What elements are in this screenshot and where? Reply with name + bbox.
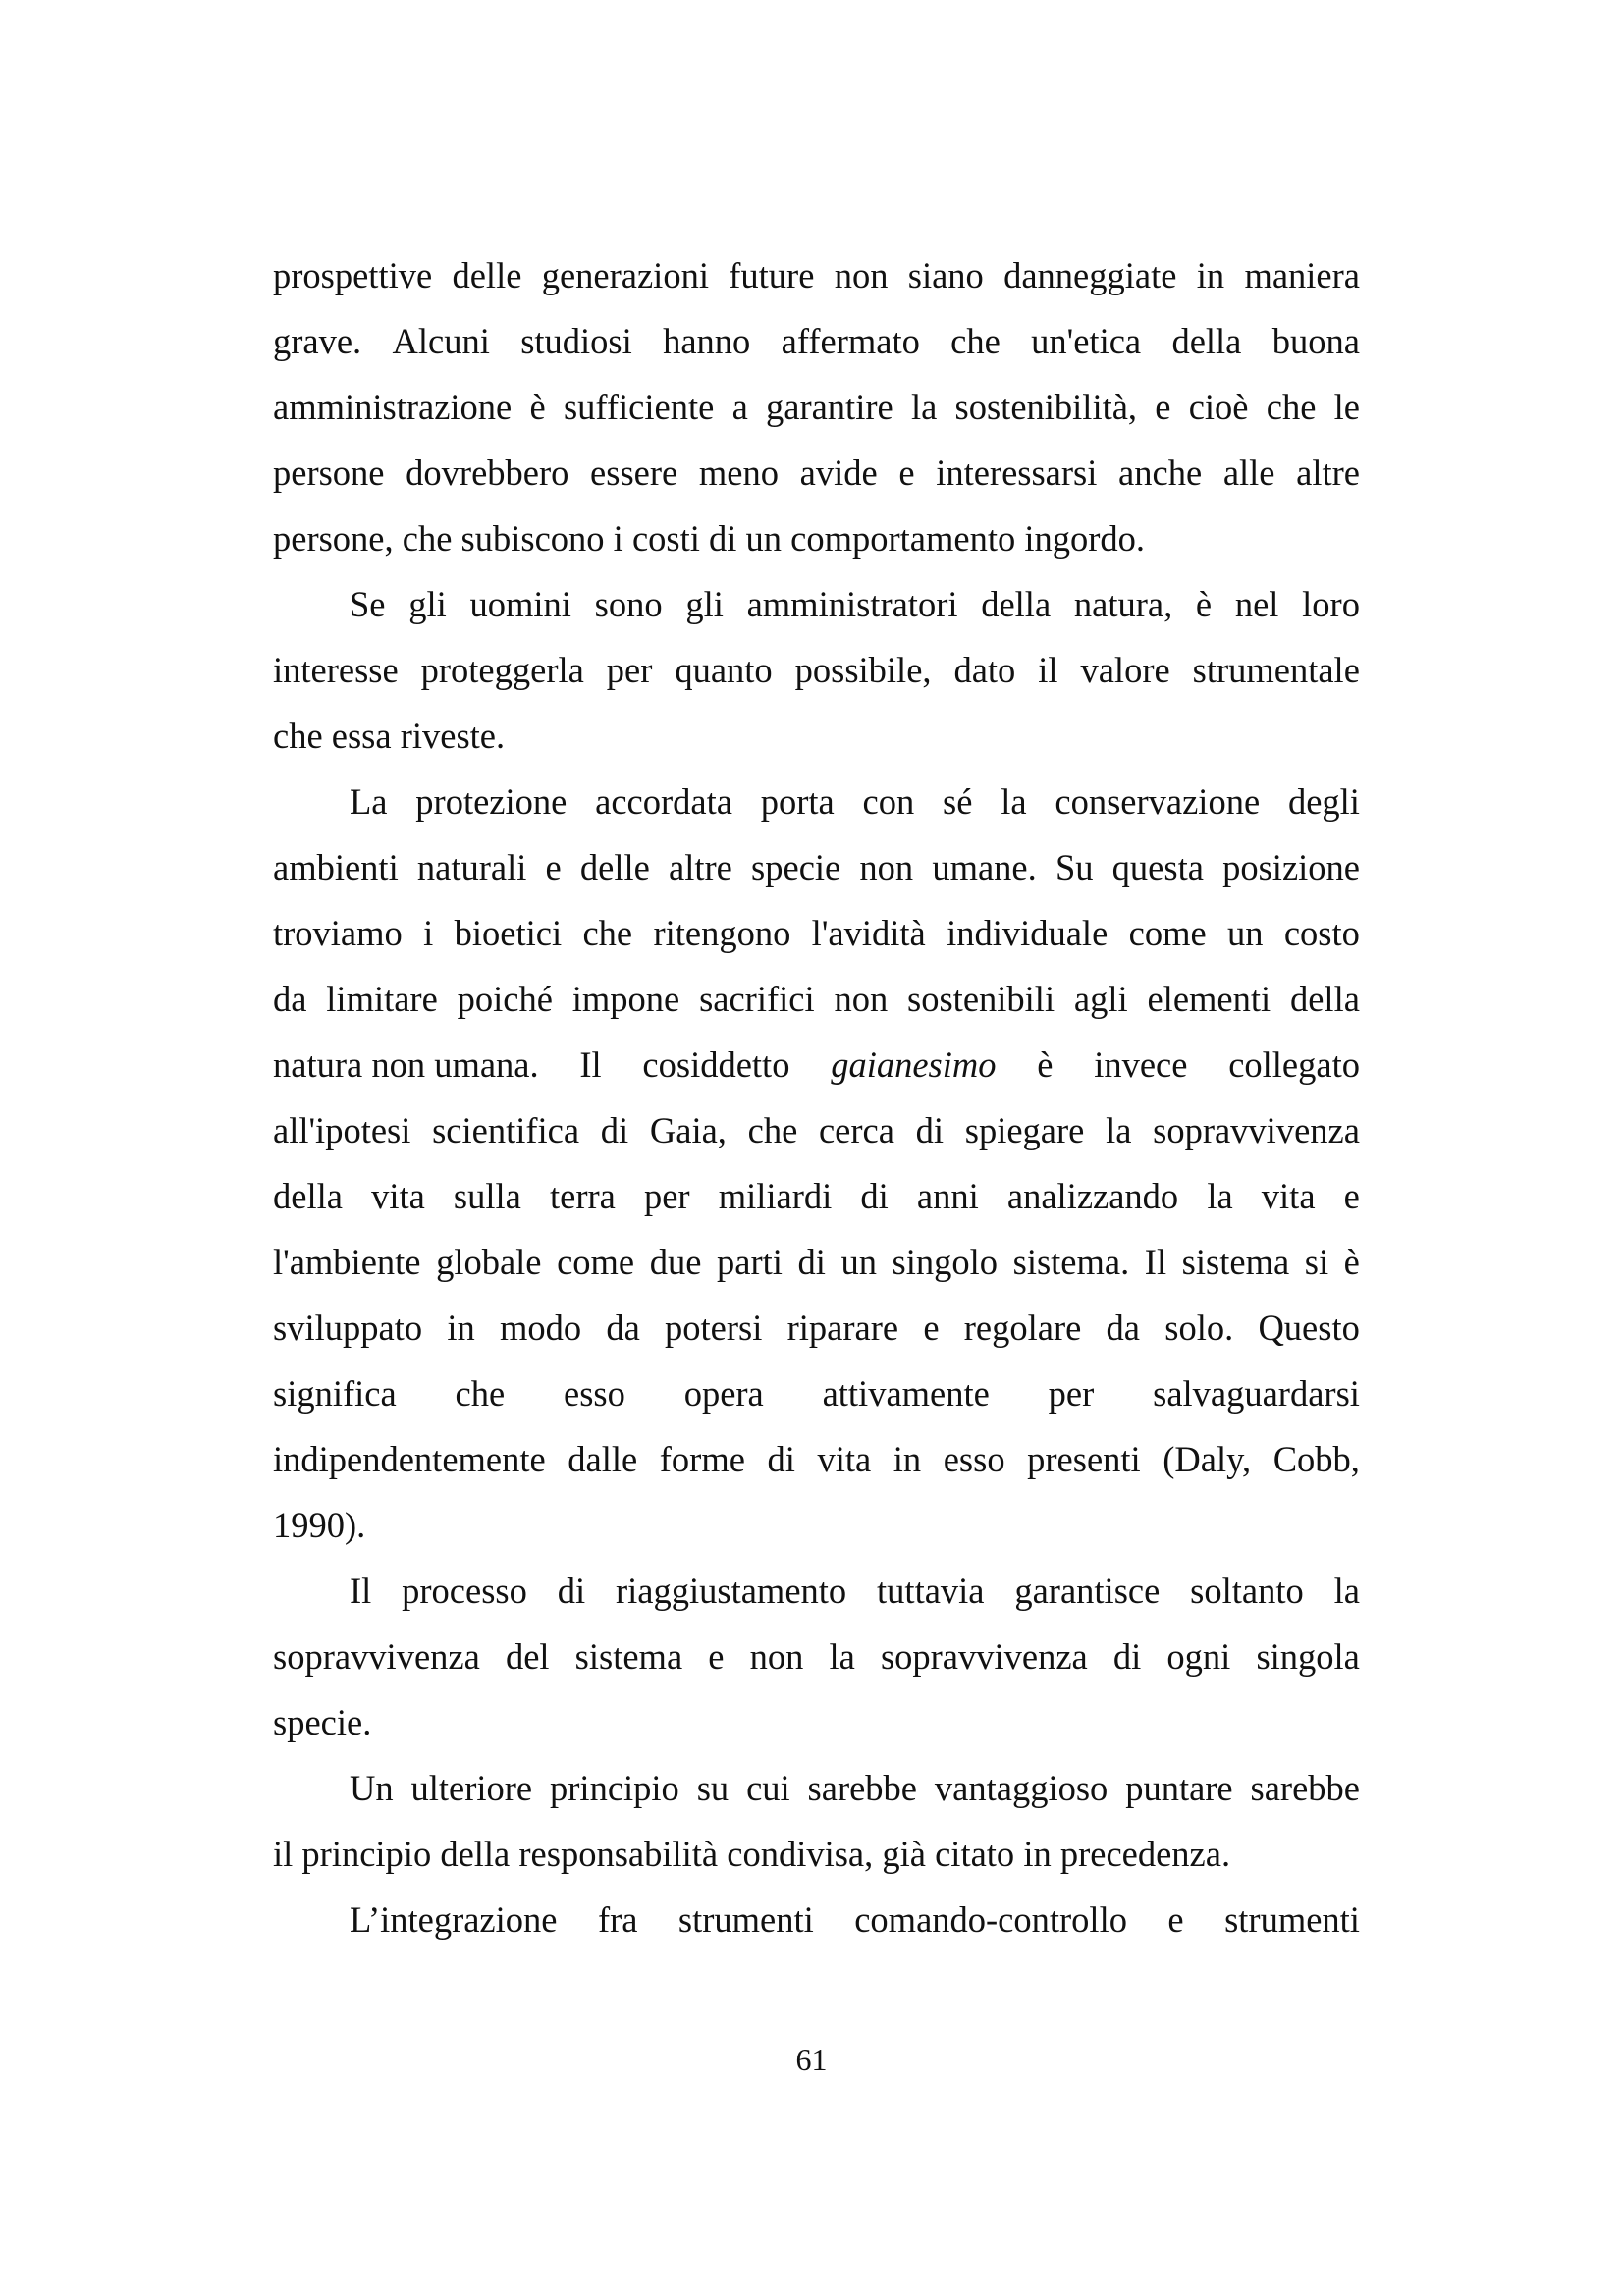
- word: natura,: [1073, 584, 1173, 624]
- word: delle: [452, 255, 522, 295]
- word: di: [860, 1176, 889, 1216]
- text-line: [273, 1755, 1360, 1821]
- word: la: [1333, 1571, 1360, 1611]
- word: di: [557, 1571, 586, 1611]
- word: loro: [1302, 584, 1360, 624]
- text-line: [273, 1229, 1360, 1295]
- word: Questo: [1258, 1308, 1360, 1348]
- text-line: [273, 1821, 1360, 1887]
- word: e: [1343, 1176, 1360, 1216]
- text-line: [273, 1558, 1360, 1624]
- text-line: [273, 1689, 1360, 1755]
- word: dato: [953, 650, 1016, 690]
- word: amministrazione: [273, 387, 513, 427]
- word: Il: [350, 1571, 372, 1611]
- word: dalle: [568, 1439, 638, 1479]
- word: un: [840, 1242, 877, 1282]
- word: hanno: [663, 321, 751, 361]
- word: interessarsi: [936, 453, 1098, 493]
- word: sé: [943, 781, 973, 822]
- word: possibile,: [794, 650, 932, 690]
- word: singolo: [892, 1242, 999, 1282]
- word: garantire: [766, 387, 893, 427]
- word: Se: [350, 584, 386, 624]
- word: strumentale: [1192, 650, 1360, 690]
- word: di: [915, 1110, 945, 1150]
- word: gli: [685, 584, 724, 624]
- word: l'ambiente: [273, 1242, 421, 1282]
- word: la: [1207, 1176, 1233, 1216]
- word: studiosi: [520, 321, 632, 361]
- word: Cobb,: [1272, 1439, 1360, 1479]
- text-line: [273, 374, 1360, 440]
- word: per: [606, 650, 653, 690]
- word: che: [582, 913, 633, 953]
- word: generazioni: [541, 255, 709, 295]
- word: sostenibili: [907, 979, 1055, 1019]
- word: costo: [1283, 913, 1360, 953]
- word: sulla: [453, 1176, 521, 1216]
- word: significa: [273, 1373, 397, 1414]
- word: ulteriore: [410, 1768, 533, 1808]
- word: ambienti: [273, 847, 399, 887]
- text-line: [273, 440, 1360, 506]
- word: principio: [550, 1768, 679, 1808]
- word: e: [923, 1308, 940, 1348]
- word: della: [1171, 321, 1242, 361]
- word: Su: [1055, 847, 1094, 887]
- word: puntare: [1125, 1768, 1233, 1808]
- word: i: [423, 913, 434, 953]
- word: responsabilità: [518, 1834, 719, 1874]
- word: come: [1128, 913, 1207, 953]
- word: amministratori: [746, 584, 958, 624]
- word: che: [455, 1373, 506, 1414]
- word: garantisce: [1014, 1571, 1161, 1611]
- word: sarebbe: [807, 1768, 918, 1808]
- word: proteggerla: [420, 650, 584, 690]
- word: nel: [1234, 584, 1279, 624]
- word: sviluppato: [273, 1308, 423, 1348]
- word: in: [447, 1308, 475, 1348]
- word: sacrifici: [699, 979, 815, 1019]
- word: sopravvivenza: [1153, 1110, 1360, 1150]
- word: anche: [1118, 453, 1203, 493]
- word: terra: [549, 1176, 616, 1216]
- word: precedenza.: [1059, 1834, 1231, 1874]
- word: specie.: [273, 1702, 372, 1742]
- word: interesse: [273, 650, 399, 690]
- word: un: [1227, 913, 1264, 953]
- paragraph: [273, 1558, 1360, 1755]
- word: cioè: [1188, 387, 1249, 427]
- word: potersi: [665, 1308, 763, 1348]
- word: non: [749, 1636, 804, 1677]
- text-line: [273, 1295, 1360, 1361]
- word: Il: [579, 1044, 602, 1085]
- word: collegato: [1228, 1044, 1360, 1085]
- text-line: [273, 769, 1360, 834]
- word: vita: [1261, 1176, 1316, 1216]
- word: sufficiente: [563, 387, 715, 427]
- word: comportamento: [790, 518, 1016, 559]
- word: il: [1038, 650, 1058, 690]
- word: e: [1155, 387, 1171, 427]
- word: indipendentemente: [273, 1439, 546, 1479]
- word: ogni: [1166, 1636, 1231, 1677]
- text-line: [273, 834, 1360, 900]
- word: umane.: [932, 847, 1037, 887]
- word: sono: [594, 584, 663, 624]
- word: che: [747, 1110, 798, 1150]
- word: presenti: [1027, 1439, 1141, 1479]
- word: cerca: [818, 1110, 894, 1150]
- word: a: [731, 387, 748, 427]
- page-number: 61: [795, 2042, 828, 2077]
- word: meno: [698, 453, 779, 493]
- word: quanto: [675, 650, 773, 690]
- word: scientifica: [432, 1110, 580, 1150]
- text-line: [273, 242, 1360, 308]
- word: condivisa,: [727, 1834, 874, 1874]
- word: per: [1048, 1373, 1095, 1414]
- word: impone: [571, 979, 680, 1019]
- word: e: [1167, 1899, 1184, 1940]
- word: opera: [683, 1373, 764, 1414]
- text-line: [273, 308, 1360, 374]
- word: altre: [669, 847, 732, 887]
- word: su: [696, 1768, 730, 1808]
- word: future: [729, 255, 815, 295]
- text-line: [273, 900, 1360, 966]
- text-line: [273, 1492, 1360, 1558]
- word: sistema.: [1012, 1242, 1130, 1282]
- word: sostenibilità,: [954, 387, 1138, 427]
- word: tuttavia: [877, 1571, 985, 1611]
- word: della: [1289, 979, 1360, 1019]
- word: Gaia,: [649, 1110, 727, 1150]
- word: due: [649, 1242, 702, 1282]
- word: protezione: [415, 781, 568, 822]
- word: comando-controllo: [854, 1899, 1127, 1940]
- paragraph: [273, 571, 1360, 769]
- word: delle: [579, 847, 650, 887]
- word: limitare: [326, 979, 438, 1019]
- word: La: [350, 781, 388, 822]
- word: principio: [301, 1834, 432, 1874]
- word: regolare: [963, 1308, 1082, 1348]
- word: alle: [1222, 453, 1275, 493]
- word: sistema: [574, 1636, 683, 1677]
- word: si: [1304, 1242, 1329, 1282]
- word: citato: [935, 1834, 1015, 1874]
- word: che: [950, 321, 1001, 361]
- word: con: [862, 781, 915, 822]
- word: degli: [1287, 781, 1360, 822]
- word: naturali: [416, 847, 527, 887]
- word: poiché: [457, 979, 553, 1019]
- word: invece: [1094, 1044, 1188, 1085]
- word: prospettive: [273, 255, 433, 295]
- word: non: [834, 255, 889, 295]
- word: vita: [371, 1176, 425, 1216]
- word: conservazione: [1055, 781, 1261, 822]
- word: già: [882, 1834, 926, 1874]
- word: natura non umana.: [273, 1044, 539, 1085]
- word: un: [745, 518, 783, 559]
- word: Il: [1144, 1242, 1167, 1282]
- word: il: [273, 1834, 294, 1874]
- body-text: [273, 242, 1360, 1952]
- word: bioetici: [454, 913, 563, 953]
- word: parti: [717, 1242, 783, 1282]
- word: vantaggioso: [934, 1768, 1109, 1808]
- word: è: [1343, 1242, 1360, 1282]
- text-line: [273, 1887, 1360, 1952]
- word: uomini: [469, 584, 571, 624]
- word: ritengono: [653, 913, 791, 953]
- word: della: [273, 1176, 343, 1216]
- word: strumenti: [677, 1899, 814, 1940]
- word: riparare: [786, 1308, 899, 1348]
- word: sarebbe: [1250, 1768, 1360, 1808]
- word: che: [273, 716, 323, 756]
- text-line: [273, 637, 1360, 703]
- word: di: [709, 518, 737, 559]
- text-line: [273, 1426, 1360, 1492]
- word: da: [606, 1308, 640, 1348]
- text-line: [273, 1032, 1360, 1097]
- word: gli: [408, 584, 447, 624]
- word: ingordo.: [1024, 518, 1146, 559]
- paragraph: [273, 1887, 1360, 1952]
- word: essa: [331, 716, 392, 756]
- paragraph: [273, 769, 1360, 1558]
- word: persone,: [273, 518, 394, 559]
- word: di: [600, 1110, 629, 1150]
- word: anni: [916, 1176, 979, 1216]
- word: subiscono: [460, 518, 605, 559]
- word: che: [402, 518, 453, 559]
- word: attivamente: [822, 1373, 990, 1414]
- word: e: [708, 1636, 725, 1677]
- word: miliardi: [718, 1176, 833, 1216]
- word: modo: [499, 1308, 582, 1348]
- text-line: [273, 1361, 1360, 1426]
- word: sopravvivenza: [273, 1636, 480, 1677]
- word: i: [613, 518, 623, 559]
- word: avide: [799, 453, 878, 493]
- word: la: [1106, 1110, 1132, 1150]
- word: singola: [1256, 1636, 1360, 1677]
- word: in: [893, 1439, 922, 1479]
- word: che: [1266, 387, 1317, 427]
- word: della: [981, 584, 1052, 624]
- word: grave.: [273, 321, 362, 361]
- word: dovrebbero: [406, 453, 569, 493]
- word: è: [529, 387, 546, 427]
- word: porta: [760, 781, 835, 822]
- word: affermato: [781, 321, 920, 361]
- word: riveste.: [400, 716, 506, 756]
- word: in: [1023, 1834, 1052, 1874]
- word: e: [545, 847, 562, 887]
- word: da: [273, 979, 307, 1019]
- word: elementi: [1147, 979, 1271, 1019]
- word: di: [797, 1242, 826, 1282]
- word: sistema: [1181, 1242, 1290, 1282]
- word: le: [1333, 387, 1360, 427]
- paragraph: [273, 1755, 1360, 1887]
- word: solo.: [1164, 1308, 1234, 1348]
- text-line: [273, 1163, 1360, 1229]
- word: esso: [564, 1373, 625, 1414]
- word: del: [505, 1636, 550, 1677]
- word: L’integrazione: [350, 1899, 558, 1940]
- word: accordata: [595, 781, 732, 822]
- word: l'avidità: [811, 913, 926, 953]
- word: di: [767, 1439, 795, 1479]
- text-line: [273, 506, 1360, 571]
- word: e: [898, 453, 915, 493]
- word: di: [1112, 1636, 1142, 1677]
- word: forme: [659, 1439, 745, 1479]
- word: la: [1001, 781, 1027, 822]
- word: specie: [751, 847, 841, 887]
- text-line: [273, 1097, 1360, 1163]
- word: agli: [1073, 979, 1128, 1019]
- text-line: [273, 966, 1360, 1032]
- word: essere: [590, 453, 678, 493]
- word: danneggiate: [1003, 255, 1177, 295]
- word: esso: [943, 1439, 1005, 1479]
- text-line: [273, 571, 1360, 637]
- word: non: [834, 979, 889, 1019]
- word: Alcuni: [392, 321, 490, 361]
- paragraph: [273, 242, 1360, 571]
- word: soltanto: [1190, 1571, 1304, 1611]
- word: 1990).: [273, 1505, 366, 1545]
- word: in: [1196, 255, 1225, 295]
- word: troviamo: [273, 913, 403, 953]
- word: valore: [1080, 650, 1170, 690]
- word: maniera: [1244, 255, 1360, 295]
- text-line: [273, 703, 1360, 769]
- word: analizzando: [1006, 1176, 1179, 1216]
- word: come: [557, 1242, 635, 1282]
- word: strumenti: [1224, 1899, 1360, 1940]
- word: costi: [631, 518, 700, 559]
- word: posizione: [1222, 847, 1360, 887]
- word: processo: [402, 1571, 527, 1611]
- word: cui: [746, 1768, 790, 1808]
- word: da: [1106, 1308, 1140, 1348]
- word: siano: [907, 255, 984, 295]
- word: Un: [350, 1768, 394, 1808]
- word: altre: [1296, 453, 1360, 493]
- word: persone: [273, 453, 385, 493]
- word: (Daly,: [1163, 1439, 1252, 1479]
- word: fra: [597, 1899, 638, 1940]
- word: per: [643, 1176, 690, 1216]
- italic-term: gaianesimo: [831, 1044, 997, 1085]
- word: salvaguardarsi: [1153, 1373, 1360, 1414]
- word: vita: [817, 1439, 872, 1479]
- word: non: [859, 847, 914, 887]
- word: spiegare: [964, 1110, 1085, 1150]
- word: è: [1195, 584, 1213, 624]
- word: della: [440, 1834, 511, 1874]
- word: riaggiustamento: [616, 1571, 847, 1611]
- word: buona: [1271, 321, 1360, 361]
- word: all'ipotesi: [273, 1110, 411, 1150]
- word: cosiddetto: [642, 1044, 790, 1085]
- text-line: [273, 1624, 1360, 1689]
- word: questa: [1111, 847, 1204, 887]
- word: la: [910, 387, 938, 427]
- word: la: [829, 1636, 855, 1677]
- word: globale: [436, 1242, 542, 1282]
- word: un'etica: [1031, 321, 1142, 361]
- word: è: [1037, 1044, 1054, 1085]
- word: sopravvivenza: [880, 1636, 1088, 1677]
- word: individuale: [947, 913, 1109, 953]
